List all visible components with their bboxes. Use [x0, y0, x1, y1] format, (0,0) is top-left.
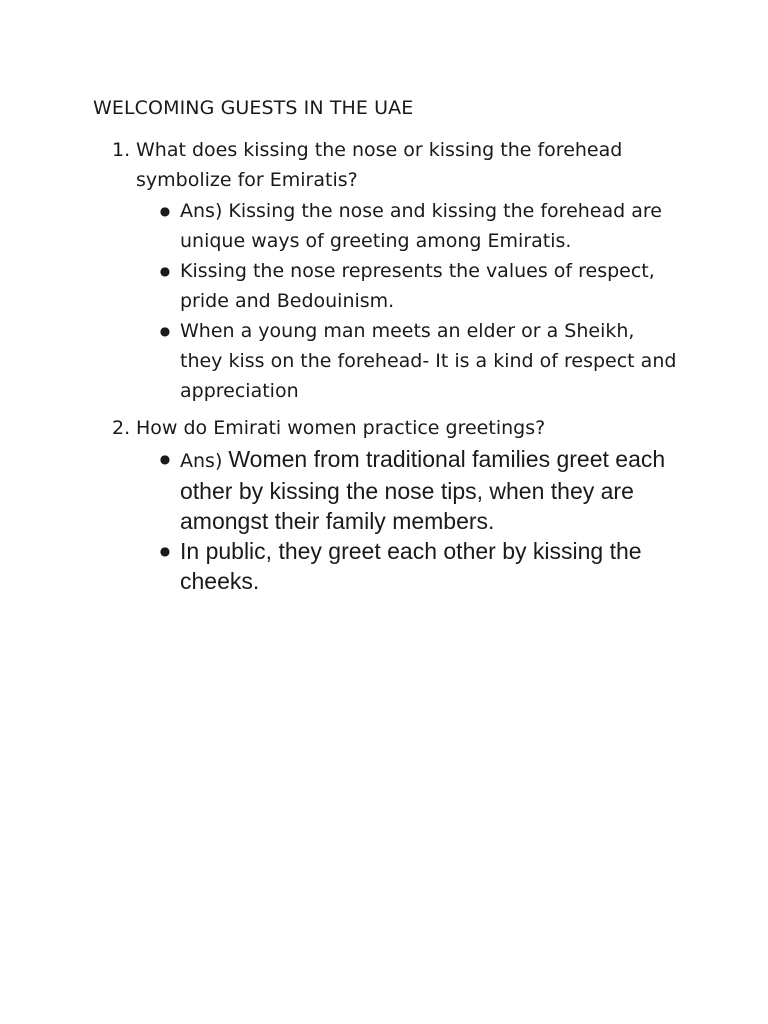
bullet-icon: ● — [159, 452, 171, 466]
document-title: WELCOMING GUESTS IN THE UAE — [93, 97, 414, 119]
bullet-icon: ● — [159, 204, 171, 218]
answer-prefix: Ans) — [180, 450, 229, 472]
question-2 — [112, 413, 672, 443]
question-number: 1. — [112, 139, 131, 161]
answer-list-1 — [158, 196, 678, 406]
bullet-icon: ● — [159, 324, 171, 338]
answer-text: When a young man meets an elder or a Sheikh, they kiss on the forehead- It is a kind of respect and appreciation — [180, 320, 677, 402]
question-1 — [112, 135, 672, 195]
list-item — [158, 196, 678, 256]
list-item — [158, 536, 678, 596]
answer-text: Ans) Kissing the nose and kissing the forehead are unique ways of greeting among Emiratis. — [180, 200, 662, 252]
answer-list-2 — [158, 444, 678, 596]
answer-text: Kissing the nose represents the values of respect, pride and Bedouinism. — [180, 260, 655, 312]
list-item — [158, 444, 678, 536]
list-item — [158, 316, 678, 406]
question-text: What does kissing the nose or kissing the forehead symbolize for Emiratis? — [136, 139, 623, 191]
question-number: 2. — [112, 417, 131, 439]
answer-text: In public, they greet each other by kissing the cheeks. — [180, 538, 642, 594]
question-text: How do Emirati women practice greetings? — [136, 417, 546, 439]
answer-text: Women from traditional families greet each other by kissing the nose tips, when they are amongst their family members. — [180, 446, 666, 534]
bullet-icon: ● — [159, 264, 171, 278]
list-item — [158, 256, 678, 316]
bullet-icon: ● — [159, 544, 171, 558]
